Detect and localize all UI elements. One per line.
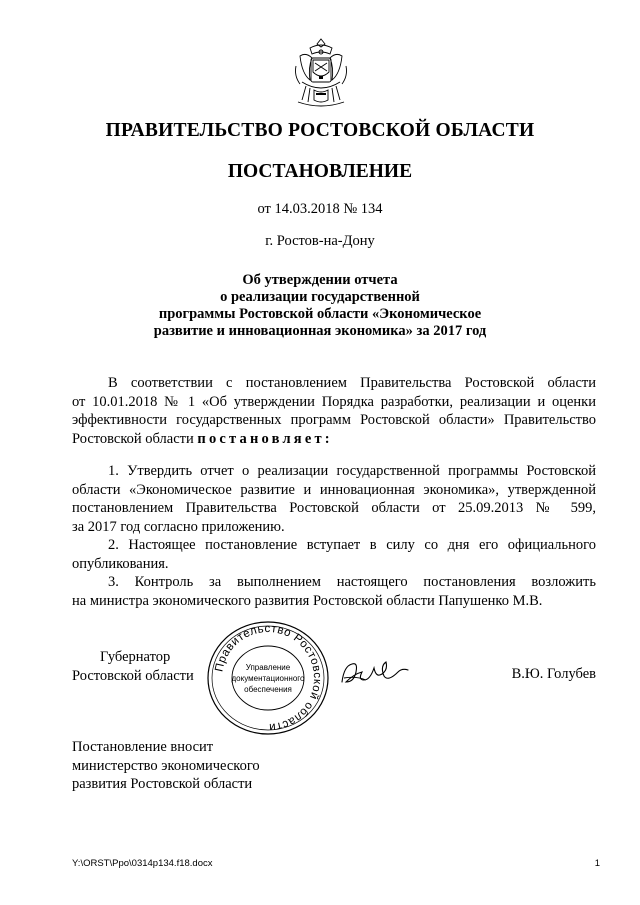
signatory-role [72,648,212,685]
document-type-heading: ПОСТАНОВЛЕНИЕ [227,161,413,182]
preamble-line: В соответствии с постановлением Правительства Ростовской области [108,375,596,391]
footer-page-number: 1 [594,858,600,869]
stamp-center-line: обеспечения [244,685,292,694]
handwritten-signature [338,656,410,692]
official-stamp [202,618,334,738]
stamp-center-line: документационного [231,674,305,683]
document-title [60,272,580,340]
item-1-line: области «Экономическое развитие и инновационная экономика», утвержденной [72,481,596,498]
item-1-line: 1. Утвердить отчет о реализации государственной программы Ростовской [108,463,596,479]
stamp-center-line: Управление [245,663,291,672]
title-line: развитие и инновационная экономика» за 2017 год [153,323,487,339]
preamble-line [72,430,596,449]
item-2-line: 2. Настоящее постановление вступает в силу со дня его официального [108,537,596,553]
item-1-line: постановлением Правительства Ростовской области от 25.09.2013 № 599, [72,500,596,516]
item-3-line: на министра экономического развития Ростовской области Папушенко М.В. [72,592,543,609]
title-line: программы Ростовской области «Экономическое [158,306,482,322]
item-2-line: опубликования. [72,555,169,572]
document-date-number: от 14.03.2018 № 134 [257,201,383,217]
stamp-ring-text: Правительство Ростовской области [213,622,324,734]
preamble-paragraph [72,374,596,448]
title-line: о реализации государственной [220,289,420,305]
contributor-line: министерство экономического [72,757,260,774]
preamble-line: от 10.01.2018 № 1 «Об утверждении Порядка разработки, реализации и оценки [72,393,596,410]
contributor-note [72,738,260,794]
signatory-role-line: Губернатор [100,649,171,665]
contributor-line: Постановление вносит [72,739,214,755]
resolution-items [72,462,596,610]
footer-file-path: Y:\ORST\Ppo\0314p134.f18.docx [72,858,213,869]
signatory-role-line: Ростовской области [72,667,194,684]
contributor-line: развития Ростовской области [72,776,253,792]
item-3-line: 3. Контроль за выполнением настоящего постановления возложить [108,574,596,590]
item-1-line: за 2017 год согласно приложению. [72,518,285,535]
preamble-line: эффективности государственных программ Ростовской области» Правительство [72,412,596,428]
title-line: Об утверждении отчета [242,272,398,288]
preamble-line-text: Ростовской области [72,430,198,447]
organization-heading: ПРАВИТЕЛЬСТВО РОСТОВСКОЙ ОБЛАСТИ [105,120,535,141]
coat-of-arms-emblem [292,36,350,108]
signatory-name: В.Ю. Голубев [511,666,596,682]
document-city: г. Ростов-на-Дону [265,233,375,249]
resolves-keyword: постановляет: [197,430,333,447]
